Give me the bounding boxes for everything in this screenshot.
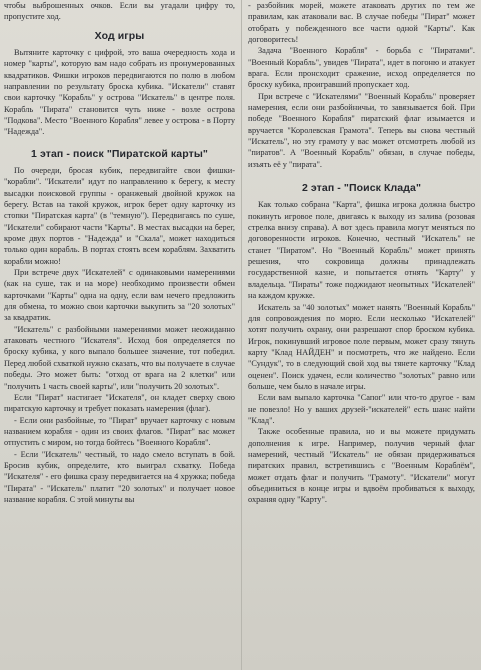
- stage1-paragraph-3: "Искатель" с разбойными намерениями может неожиданно атаковать честного "Искателя". Исход боя определяется по броску кубика, у кого выпало большее значение, тот победил. Перед любой схваткой нужно сказать, что вы получаете в случае победы. Это может быть: "отход от врага на 2 клетки" или "получить 1 часть своей карты", или "получить 20 золотых".: [4, 324, 235, 391]
- left-top-paragraph: чтобы выброшенных очков. Если вы угадали цифру то, пропустите ход.: [4, 1, 235, 22]
- stage1-paragraph-4: Если "Пират" настигает "Искателя", он кладет сверху свою пиратскую карточку и требует показать намерения (флаг).: [4, 392, 235, 414]
- right-column: [248, 0, 475, 670]
- stage1-paragraph-2: При встрече двух "Искателей" с одинаковыми намерениями (как на суше, так и на море) необходимо произвести обмен карточками "Карты" одна на одну, если вам нечего предложить для обмена, то можно свои карточки выкупить за "20 золотых" за квадратик.: [4, 268, 235, 323]
- left-column: [4, 0, 235, 670]
- heading-game-flow: Ход игры: [94, 29, 145, 42]
- stage1-paragraph-6: - Если "Искатель" честный, то надо смело вступать в бой. Бросив кубик, определите, кто выиграл схватку. Победа "Искателя" - его фишка сразу передвигается на 4 хружка; победа "Пирата" - "Искатель" платит "20 золотых" и получает новое название корабля. С этой минуты вы: [4, 449, 235, 504]
- game-flow-paragraph: Вытяните карточку с цифрой, это ваша очередность хода и номер "карты", которую вам надо собрать из пронумерованных квадратиков. Фишки игроков передвигаются по полю в любом направлении по результату броска кубика. "Искатели" ставят свои карточку "Корабль" у острова "Искатель" в центре поля. Корабль "Пирата" становится чуть ниже - возле острова "Подкова". Место "Военного Корабля" левее у острова - в Порту "Надежда".: [4, 47, 235, 137]
- stage2-paragraph-3: Если вам выпало карточка "Сапог" или что-то другое - вам не повезло! Но у ваших друзей-"искателей" есть шанс найти "Клад".: [248, 393, 475, 425]
- stage1-paragraph-1: По очереди, бросая кубик, передвигайте свои фишки-"корабли". "Искатели" идут по направлению к берегу, к месту высадки поисковой группы - оранжевый двойной кружок на берегу. Встав на такой кружок, игрок берет одну карточку из стопки "Пиратская карта" (в "темную"). Передвигаясь по суше, "Искатели" собирают части "Карты". В местах высадки на берег, кроме двух портов - "Надежда" и "Скала", может находиться только один корабль. В портах стоять всем кораблям. Захватить корабли можно!: [4, 165, 235, 266]
- stage2-paragraph-4: Также особенные правила, но и вы можете придумать дополнения к игре. Например, получив черный флаг намерений, честный "Искатель" не обязан придерживаться пиратских правил, встретившись с "Военным Кораблём", может отдать флаг и получить "Грамоту". "Искатели" могут объединиться в конце игры и вдвоём пробиваться к выходу, охраняя одну "Карту".: [248, 427, 475, 505]
- warship-meeting-paragraph: При встрече с "Искателями" "Военный Корабль" проверяет намерения, если они разбойничьи, то завязывается бой. При победе "Военного Корабля" пиратский флаг изымается и вручается "Королевская Грамота". Теперь вы снова честный "Искатель", но эту грамоту у вас может отсмотреть любой из "пиратов". А "Военный Корабль" обязан, в случае победы, изъять её у "пирата".: [248, 91, 475, 169]
- stage1-paragraph-5: - Если они разбойные, то "Пират" вручает карточку с новым названием корабля - один из своих флагов. "Пират" вас может отпустить с миром, но тогда бойтесь "Военного Корабля".: [4, 415, 235, 448]
- right-top-paragraph: - разбойник морей, можете атаковать других по тем же правилам, как атаковали вас. В случае победы "Пират" может отобрать у побежденного все части одной "Карты". Как договоритесь!: [248, 1, 475, 45]
- warship-paragraph: Задача "Военного Корабля" - борьба с "Пиратами". "Военный Корабль", увидев "Пирата", идет в погоню и атакует врага. Если пронсходит сражение, исход определяется по броску кубика, проигравший пропускает ход.: [248, 46, 475, 90]
- column-divider: [241, 0, 242, 670]
- heading-stage-1: 1 этап - поиск "Пиратской карты": [31, 147, 208, 160]
- heading-stage-2: 2 этап - "Поиск Клада": [301, 182, 422, 195]
- stage2-paragraph-1: Как только собрана "Карта", фишка игрока должна быстро покинуть игровое поле, двигаясь к выходу из залива (розовая стрелка внизу справа). А вот здесь правила могут меняться по договоренности игроков. Конечно, честный "Искатель" не станет "Пиратом". Но "Военный Корабль" может принять решения, что сокровища должны принадлежать государственной казне, и попытается отнять "Карту" у владельца. "Пираты" тоже поджидают неопытных "Искателей" на каждом кружке.: [248, 200, 475, 301]
- stage2-paragraph-2: Искатель за "40 золотых" может нанять "Военный Корабль" для сопровождения по морю. Если несколько "Искателей" хотят получить охрану, они разрешают спор броском кубика. Игрок, покинувший игровое поле первым, может сразу тянуть карту "Клад НАЙДЕН" и посмотреть, что же найдено. Если "Сундук", то в следующий свой ход вы тянете карточку "Клад оценен". Поиск удачен, если количество "золотых" равно или больше, чем было в начале игры.: [248, 302, 475, 391]
